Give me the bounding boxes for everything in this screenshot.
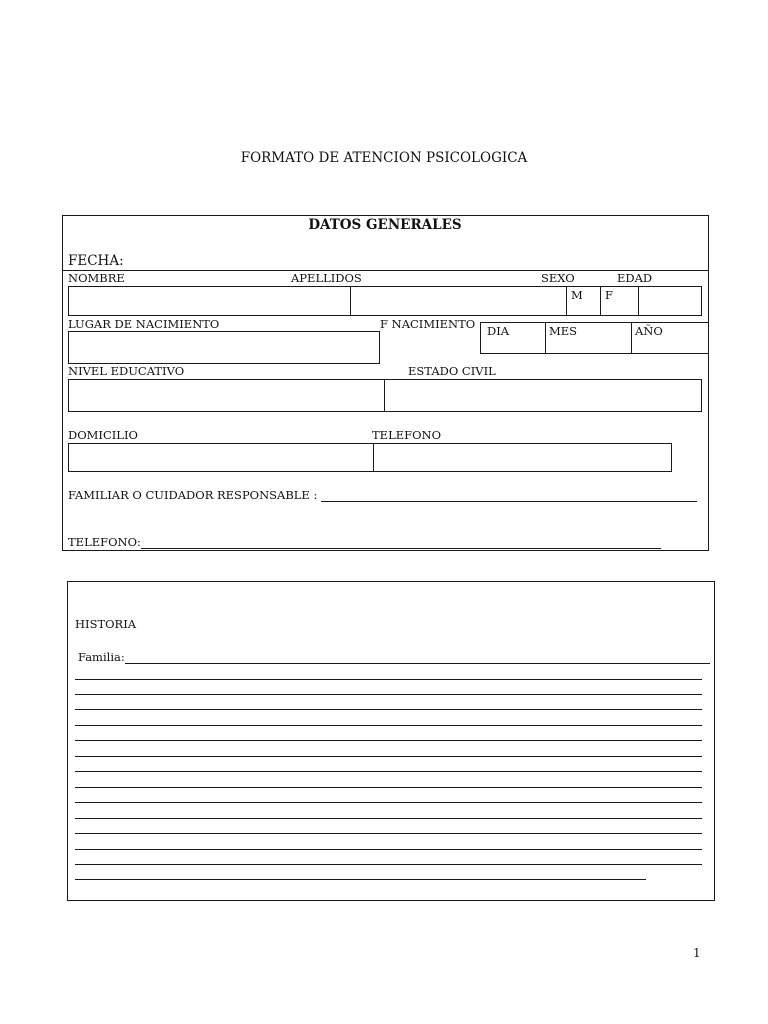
historia-line[interactable] (75, 864, 702, 865)
apellidos-label: APELLIDOS (291, 271, 362, 285)
sexo-f-field[interactable] (638, 286, 639, 316)
nombre-label: NOMBRE (68, 271, 125, 285)
estado-civil-label: ESTADO CIVIL (408, 364, 496, 378)
mes-divider (631, 322, 632, 354)
page-number: 1 (693, 946, 701, 960)
nivel-estado-row (68, 379, 702, 412)
f-nacimiento-label: F NACIMIENTO (380, 317, 476, 331)
nivel-educativo-label: NIVEL EDUCATIVO (68, 364, 185, 378)
historia-line[interactable] (75, 802, 702, 803)
domicilio-field[interactable] (373, 443, 374, 472)
sexo-f-label: F (605, 288, 613, 302)
familia-label: Familia: (78, 650, 125, 664)
telefono-label: TELEFONO (372, 428, 441, 442)
historia-line[interactable] (75, 725, 702, 726)
telefono2-label: TELEFONO: (68, 535, 141, 549)
familia-row (78, 650, 710, 664)
domicilio-telefono-row (68, 443, 672, 472)
familiar-field[interactable] (321, 490, 697, 502)
fecha-label: FECHA: (68, 253, 124, 269)
historia-line[interactable] (75, 740, 702, 741)
telefono2-field[interactable] (141, 537, 661, 549)
fecha-divider (62, 270, 709, 271)
lugar-nacimiento-field[interactable] (68, 331, 380, 364)
nivel-educativo-field[interactable] (384, 379, 385, 412)
telefono2-row (68, 535, 661, 549)
historia-line[interactable] (75, 818, 702, 819)
historia-line[interactable] (75, 879, 646, 880)
mes-label: MES (549, 324, 578, 338)
historia-line[interactable] (75, 694, 702, 695)
historia-line[interactable] (75, 709, 702, 710)
familiar-row (68, 488, 697, 502)
sexo-m-label: M (571, 288, 583, 302)
dia-divider (545, 322, 546, 354)
historia-box (67, 581, 715, 901)
dia-label: DIA (487, 324, 510, 338)
ano-label: AÑO (635, 324, 663, 338)
historia-title: HISTORIA (75, 617, 137, 631)
f-nacimiento-field[interactable] (480, 322, 709, 354)
historia-line[interactable] (75, 787, 702, 788)
familia-field[interactable] (125, 652, 710, 664)
domicilio-label: DOMICILIO (68, 428, 138, 442)
nombre-field[interactable] (350, 286, 351, 316)
historia-line[interactable] (75, 849, 702, 850)
edad-label: EDAD (617, 271, 653, 285)
lugar-nacimiento-label: LUGAR DE NACIMIENTO (68, 317, 220, 331)
historia-line[interactable] (75, 679, 702, 680)
familiar-label: FAMILIAR O CUIDADOR RESPONSABLE : (68, 488, 318, 502)
historia-line[interactable] (75, 833, 702, 834)
page-title: FORMATO DE ATENCION PSICOLOGICA (240, 150, 528, 166)
sexo-m-field[interactable] (600, 286, 601, 316)
apellidos-field[interactable] (566, 286, 567, 316)
datos-generales-title: DATOS GENERALES (308, 217, 462, 233)
historia-line[interactable] (75, 756, 702, 757)
sexo-label: SEXO (541, 271, 575, 285)
historia-line[interactable] (75, 771, 702, 772)
